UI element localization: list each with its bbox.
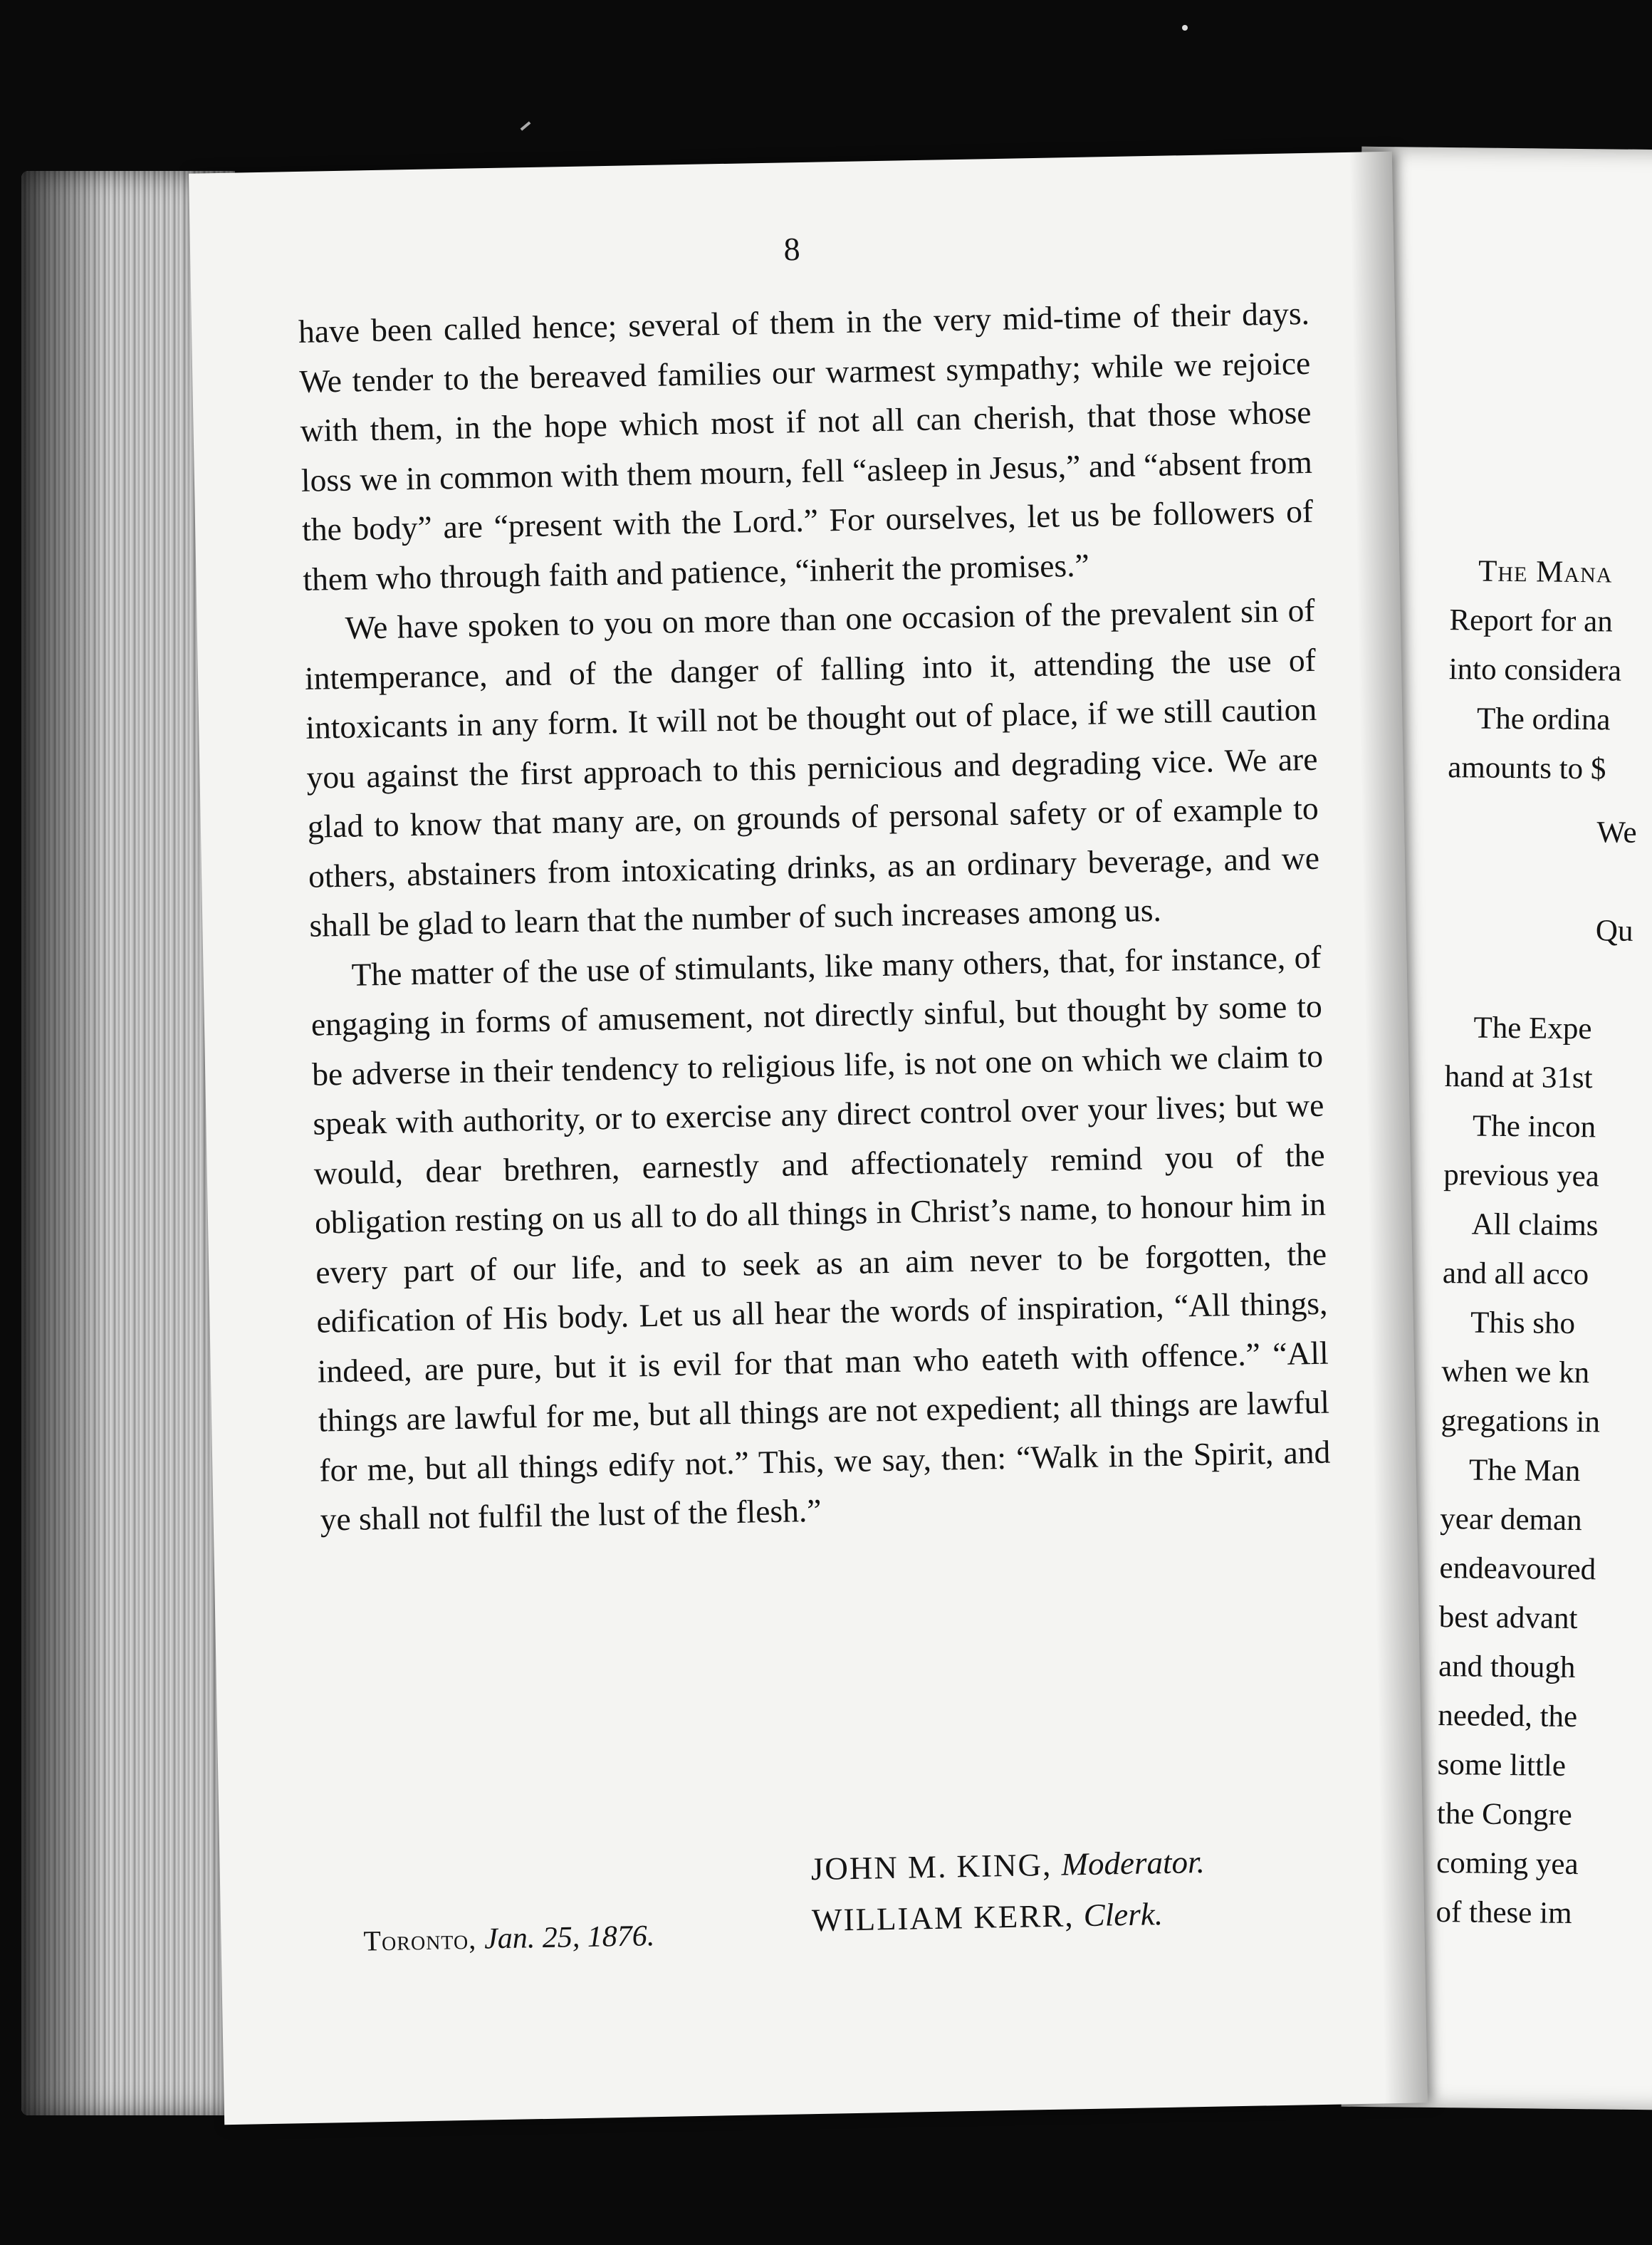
facing-line: We: [1596, 816, 1637, 850]
facing-line: into considera: [1448, 652, 1622, 688]
facing-line: [1446, 855, 1652, 907]
facing-line: some little: [1437, 1748, 1567, 1783]
facing-line: All claims: [1471, 1207, 1599, 1243]
facing-line: The ordina: [1476, 702, 1611, 737]
facing-line: The Expe: [1473, 1011, 1592, 1046]
left-page: [189, 152, 1428, 2125]
paragraph: The matter of the use of stimulants, like many others, that, for instance, of engaging in forms of amusement, not directly sinful, but thought by some to be adverse in their tendency to religious life, is not one on which we claim to speak with authority, or to exercise any direct control over your lives; but we would, dear brethren, earnestly and affectionately remind you of the obligation resting on us all to do all things in Christ’s name, to honour him in every part of our life, and to seek as an aim never to be forgotten, the edification of His body. Let us all hear the words of inspiration, “All things, indeed, are pure, but it is evil for that man who eateth with offence.” “All things are lawful for me, but all things are not expedient; all things are lawful for me, but all things edify not.” This, we say, then: “Walk in the Spirit, and ye shall not fulfil the lust of the flesh.”: [310, 938, 1331, 1538]
facing-line: The incon: [1472, 1109, 1596, 1145]
signature-block: [326, 1841, 1339, 1974]
facing-line: Qu: [1595, 914, 1633, 948]
facing-line: Report for an: [1449, 603, 1613, 639]
paragraph: We have spoken to you on more than one occasion of the prevalent sin of intemperance, and of the danger of falling into it, attending the use of intoxicants in any form. It will not be thought out of place, if we still caution you against the first approach to this pernicious and degrading vice. We are glad to know that many are, on grounds of personal safety or of example to others, abstainers from intoxicating drinks, as an ordinary beverage, and we shall be glad to learn that the number of such increases among us.: [304, 591, 1320, 944]
signatory-clerk: [812, 1895, 1164, 1939]
signatory-role: Moderator.: [1061, 1843, 1206, 1882]
facing-line: best advant: [1438, 1600, 1578, 1636]
facing-line: when we kn: [1441, 1355, 1590, 1390]
facing-line: the Congre: [1436, 1797, 1573, 1832]
facing-line: and though: [1438, 1650, 1576, 1685]
signature-date: Jan. 25, 1876.: [483, 1920, 655, 1956]
signatory-role: Clerk.: [1083, 1896, 1164, 1934]
facing-line: coming yea: [1436, 1846, 1579, 1882]
dust-speck: [1182, 25, 1188, 31]
facing-page-text: [1436, 546, 1652, 1939]
facing-line: gregations in: [1441, 1404, 1601, 1439]
facing-line: hand at 31st: [1444, 1060, 1593, 1095]
paragraph: have been called hence; several of them in the very mid-time of their days. We tender to the bereaved families our warmest sympathy; while we rejoice with them, in the hope which most if not all can cherish, that those whose loss we in common with them mourn, fell “asleep in Jesus,” and “absent from the body” are “present with the Lord.” For ourselves, let us be followers of them who through faith and patience, “inherit the promises.”: [298, 294, 1314, 598]
signature-place: Toronto,: [363, 1922, 477, 1957]
page-number: 8: [783, 231, 801, 268]
facing-line: amounts to $: [1448, 751, 1606, 786]
facing-line: endeavoured: [1439, 1551, 1596, 1587]
facing-line: This sho: [1470, 1306, 1576, 1340]
signatory-name: JOHN M. KING,: [810, 1846, 1052, 1887]
book-edge-shadow: [21, 171, 107, 2115]
signatory-moderator: [810, 1843, 1205, 1887]
facing-line: [1446, 954, 1652, 1006]
facing-line: of these im: [1436, 1895, 1572, 1930]
signature-place-date: [363, 1919, 655, 1958]
facing-line: The Mana: [1478, 554, 1613, 590]
facing-line: needed, the: [1438, 1699, 1578, 1734]
facing-line: The Man: [1468, 1453, 1581, 1489]
signatory-name: WILLIAM KERR,: [811, 1897, 1075, 1939]
facing-line: year deman: [1440, 1502, 1582, 1538]
facing-line: and all acco: [1442, 1256, 1589, 1292]
body-text: [298, 288, 1332, 1544]
facing-line: previous yea: [1443, 1158, 1600, 1194]
